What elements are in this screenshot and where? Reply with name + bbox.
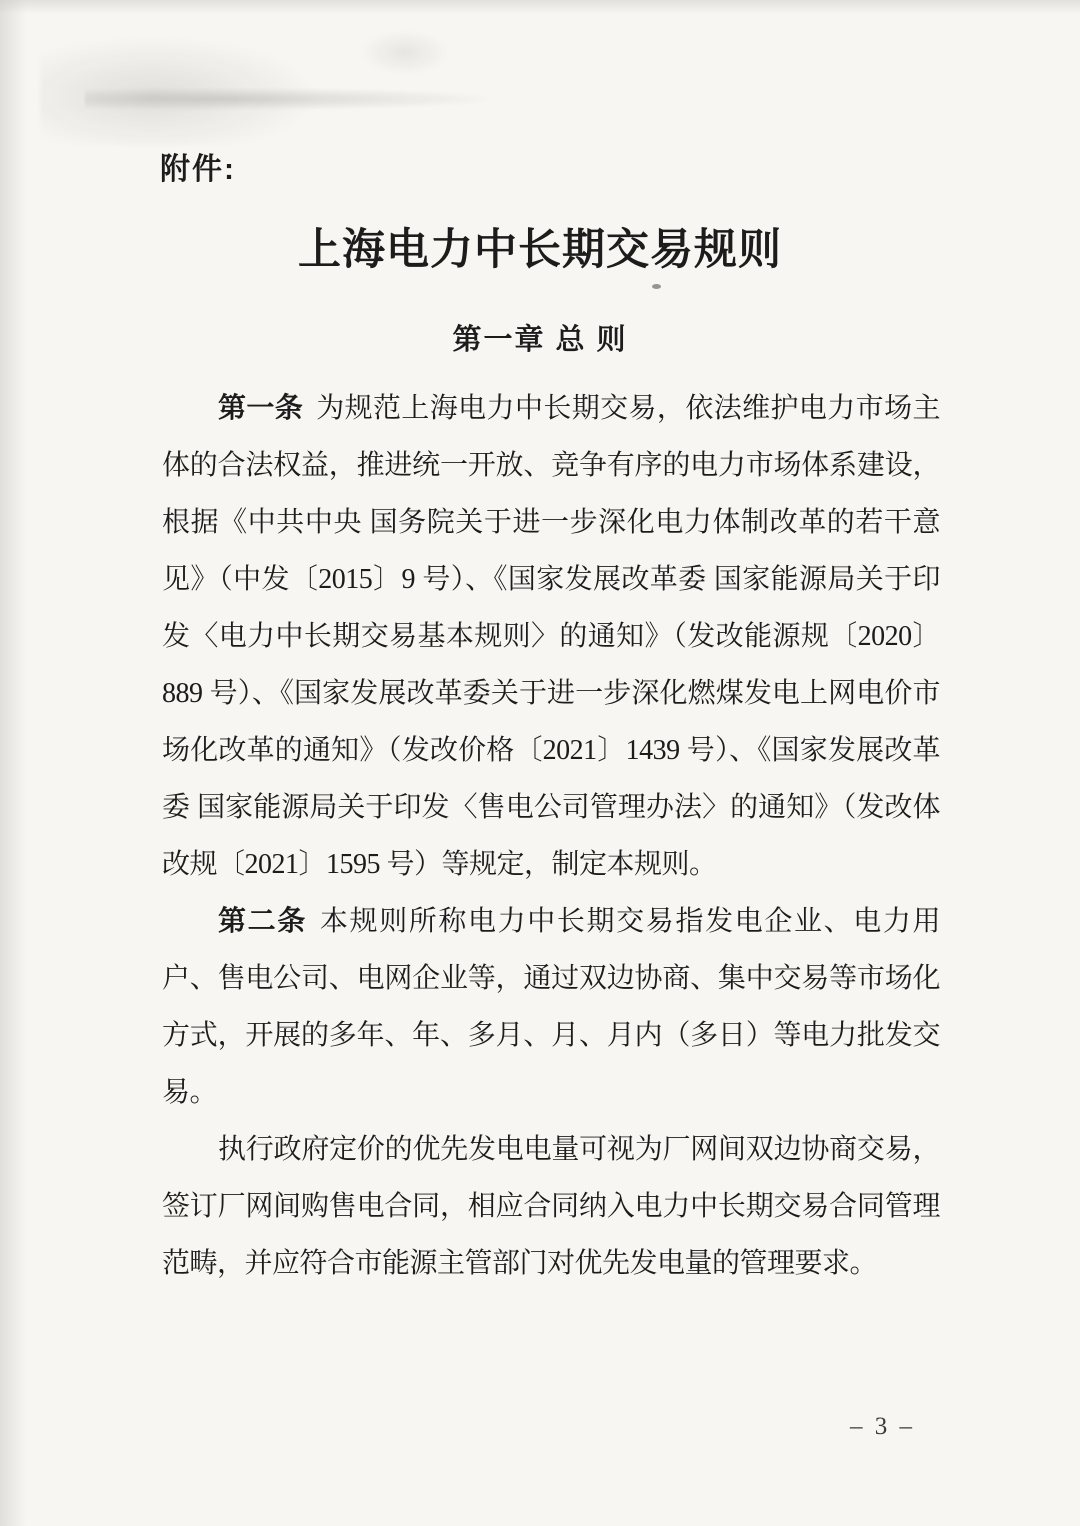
article-1-text: 为规范上海电力中长期交易，依法维护电力市场主体的合法权益，推进统一开放、竞争有序的电力市场体系建设，根据《中共中央 国务院关于进一步深化电力体制改革的若干意见》（中发〔2015〕9 号）、《国家发展改革委 国家能源局关于印发〈电力中长期交易基本规则〉的通知》（发改能源规〔2020〕889 号）、《国家发展改革委关于进一步深化燃煤发电上网电价市场化改革的通知》（发改价格〔2021〕1439 号）、《国家发展改革委 国家能源局关于印发〈售电公司管理办法〉的通知》（发改体改规〔2021〕1595 号）等规定，制定本规则。 [162,393,940,880]
document-title: 上海电力中长期交易规则 [298,227,782,274]
scan-smudge [360,30,450,75]
scan-edge-shading-top [0,0,1080,14]
article-2-text: 本规则所称电力中长期交易指发电企业、电力用户、售电公司、电网企业等，通过双边协商、集中交易等市场化方式，开展的多年、年、多月、月、月内（多日）等电力批发交易。 [162,906,940,1108]
article-2-continuation-text: 执行政府定价的优先发电电量可视为厂网间双边协商交易，签订厂网间购售电合同，相应合同纳入电力中长期交易合同管理范畴，并应符合市能源主管部门对优先发电量的管理要求。 [162,1134,940,1279]
article-1-label: 第一条 [218,393,304,424]
paragraph-article-2 [162,893,940,1121]
attachment-label: 附件: [160,153,236,186]
scan-smudge [85,88,485,110]
document-body [162,380,940,1292]
article-2-label: 第二条 [218,906,307,937]
scan-ink-dot [652,284,661,289]
chapter-heading: 第一章 总 则 [452,324,628,356]
paragraph-article-1 [162,380,940,893]
paragraph-article-2-continuation [162,1121,940,1292]
page-number: – 3 – [850,1413,915,1440]
